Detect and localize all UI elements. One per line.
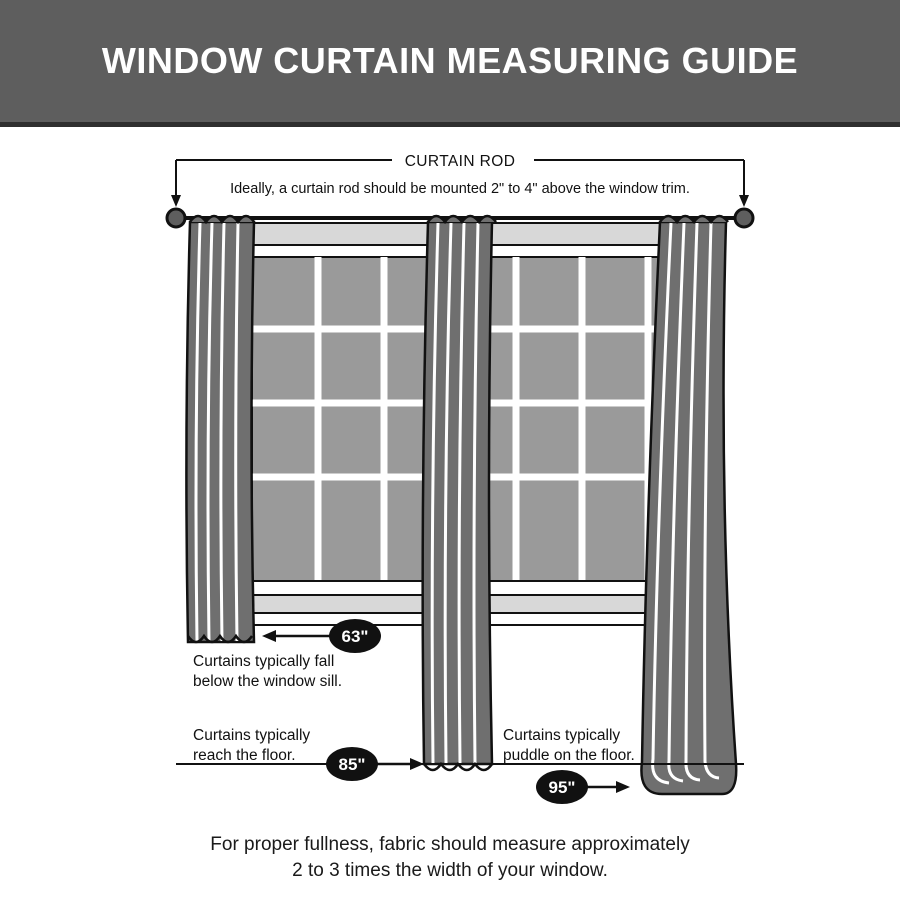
footer-line-2: 2 to 3 times the width of your window. xyxy=(292,860,608,881)
curtain-panel-middle xyxy=(423,216,496,770)
footer-note xyxy=(0,832,900,884)
rod-dimension-line xyxy=(171,153,749,207)
measurement-85 xyxy=(193,727,424,781)
page-title: WINDOW CURTAIN MEASURING GUIDE xyxy=(101,40,799,81)
footer-line-1: For proper fullness, fabric should measure approximately xyxy=(210,834,690,855)
rod-label: CURTAIN ROD xyxy=(404,153,516,170)
badge-95-label: 95" xyxy=(548,778,576,797)
curtain-panel-left xyxy=(186,216,254,642)
badge-85-label: 85" xyxy=(338,755,366,774)
badge-63-label: 63" xyxy=(341,627,369,646)
diagram-illustration xyxy=(0,127,900,827)
measurement-95 xyxy=(503,727,635,804)
caption-85-line2: reach the floor. xyxy=(193,747,296,764)
caption-63-line1: Curtains typically fall xyxy=(193,653,335,670)
caption-85-line1: Curtains typically xyxy=(193,727,311,744)
rod-note: Ideally, a curtain rod should be mounted 2" to 4" above the window trim. xyxy=(230,181,690,197)
caption-95-line1: Curtains typically xyxy=(503,727,621,744)
curtain-panel-right xyxy=(641,216,736,794)
caption-63-line2: below the window sill. xyxy=(193,673,343,690)
caption-95-line2: puddle on the floor. xyxy=(503,747,635,764)
